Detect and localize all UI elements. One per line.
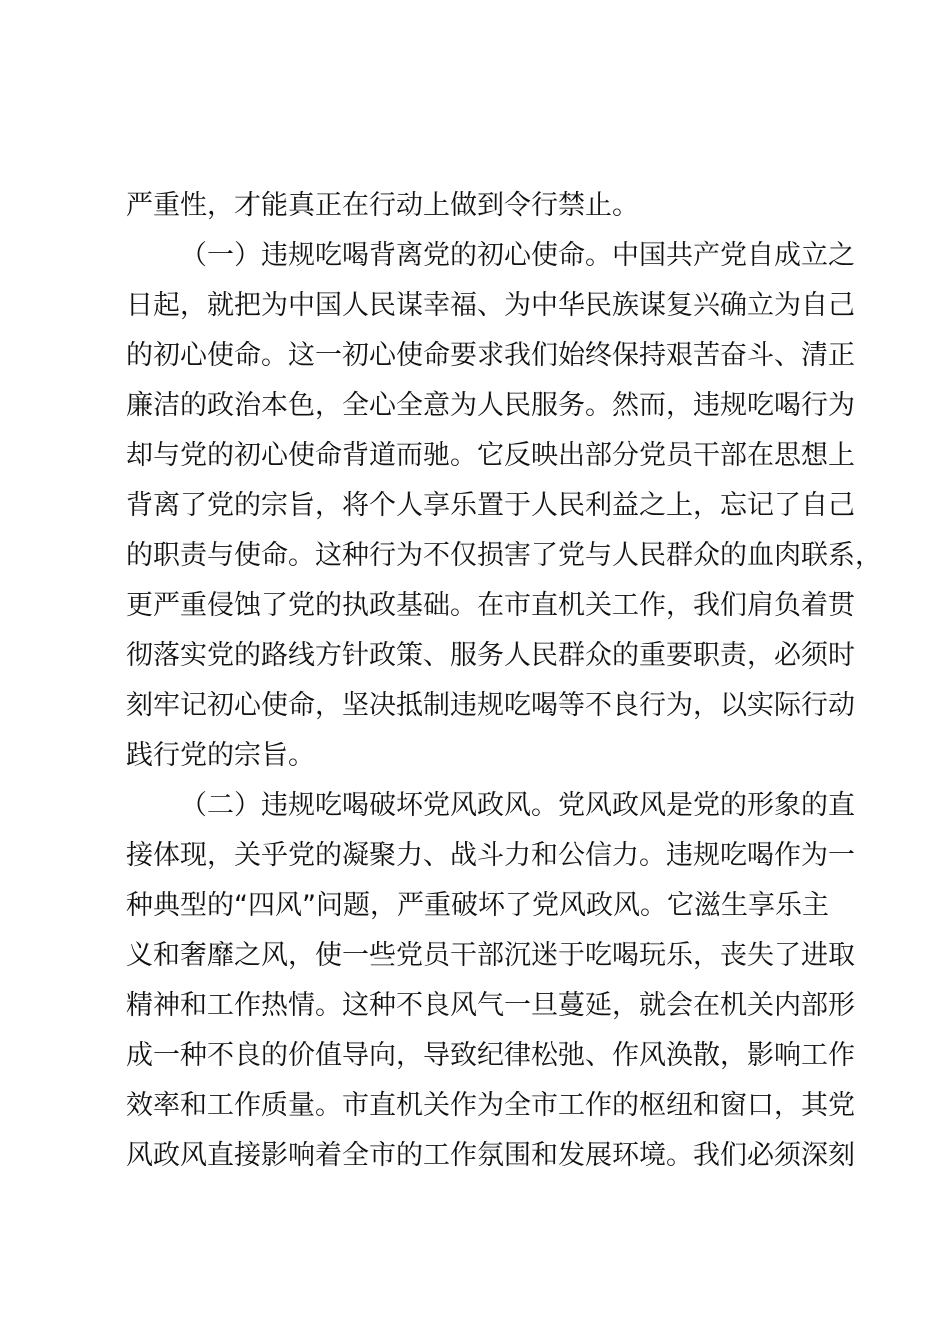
text-line: 彻落实党的路线方针政策、服务人民群众的重要职责，必须时 — [126, 640, 855, 671]
text-line: 义和奢靡之风，使一些党员干部沉迷于吃喝玩乐，丧失了进取 — [126, 940, 855, 971]
text-line: 成一种不良的价值导向，导致纪律松弛、作风涣散，影响工作 — [126, 1040, 855, 1071]
paragraph-heading-2: （二）违规吃喝破坏党风政风。党风政风是党的形象的直 — [180, 790, 855, 821]
text-line: 更严重侵蚀了党的执政基础。在市直机关工作，我们肩负着贯 — [126, 590, 855, 621]
text-line: 严重性，才能真正在行动上做到令行禁止。 — [126, 190, 639, 221]
text-line: 却与党的初心使命背道而驰。它反映出部分党员干部在思想上 — [126, 440, 855, 471]
text-line: 精神和工作热情。这种不良风气一旦蔓延，就会在机关内部形 — [126, 990, 855, 1021]
text-line: 践行党的宗旨。 — [126, 740, 315, 771]
document-body — [126, 181, 882, 1181]
text-line: 背离了党的宗旨，将个人享乐置于人民利益之上，忘记了自己 — [126, 490, 855, 521]
text-line: 风政风直接影响着全市的工作氛围和发展环境。我们必须深刻 — [126, 1140, 855, 1171]
text-line: 刻牢记初心使命，坚决抵制违规吃喝等不良行为，以实际行动 — [126, 690, 855, 721]
paragraph-heading-1: （一）违规吃喝背离党的初心使命。中国共产党自成立之 — [180, 240, 855, 271]
text-line: 效率和工作质量。市直机关作为全市工作的枢纽和窗口，其党 — [126, 1090, 855, 1121]
text-line: 日起，就把为中国人民谋幸福、为中华民族谋复兴确立为自己 — [126, 290, 855, 321]
text-line: 种典型的“四风”问题，严重破坏了党风政风。它滋生享乐主 — [126, 890, 829, 921]
text-line: 的初心使命。这一初心使命要求我们始终保持艰苦奋斗、清正 — [126, 340, 855, 371]
text-line: 的职责与使命。这种行为不仅损害了党与人民群众的血肉联系， — [126, 540, 882, 571]
text-line: 接体现，关乎党的凝聚力、战斗力和公信力。违规吃喝作为一 — [126, 840, 855, 871]
text-line: 廉洁的政治本色，全心全意为人民服务。然而，违规吃喝行为 — [126, 390, 855, 421]
